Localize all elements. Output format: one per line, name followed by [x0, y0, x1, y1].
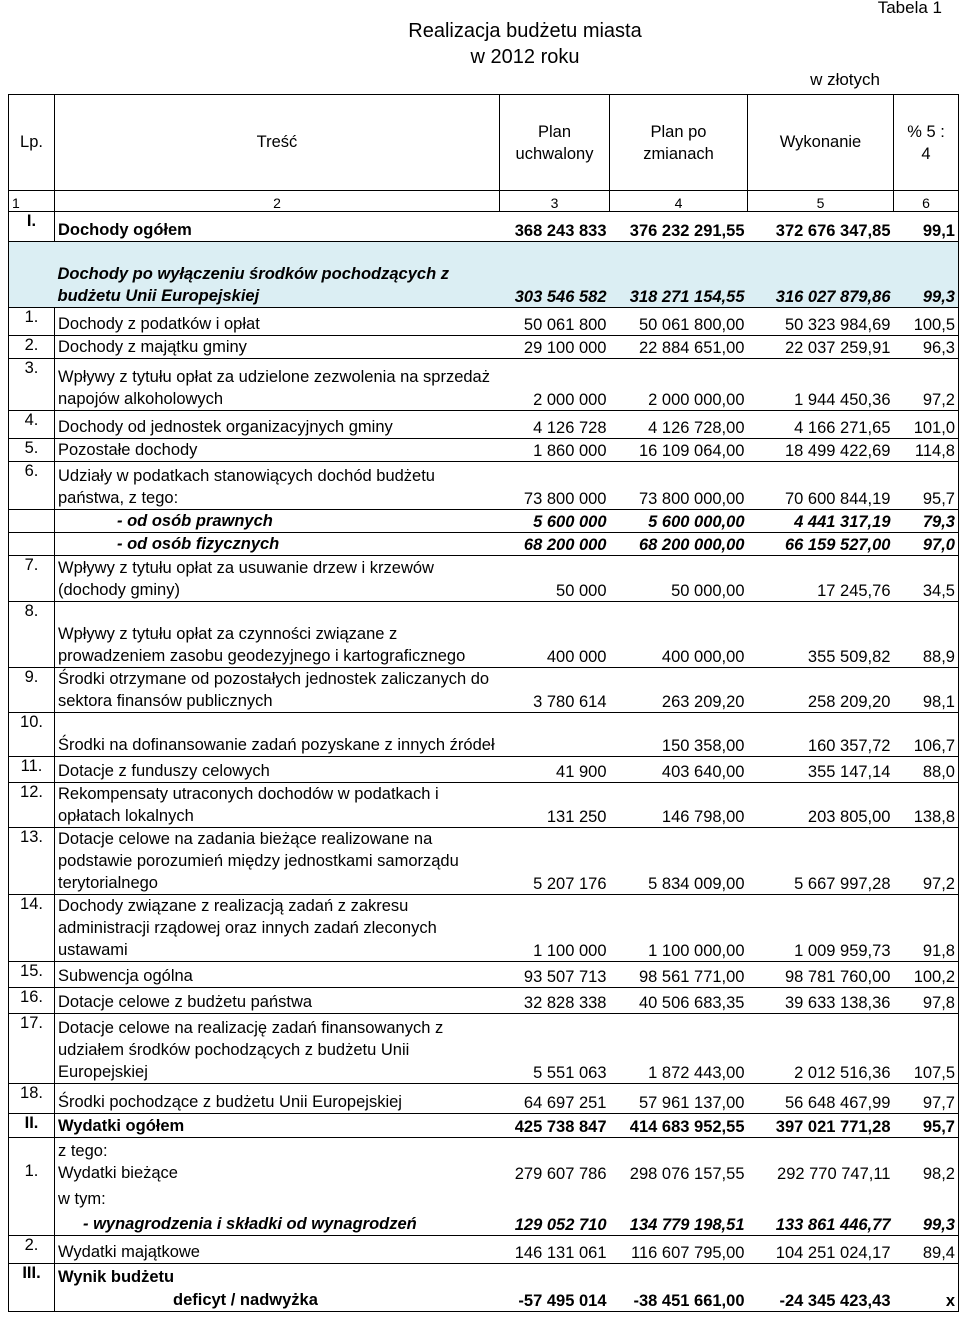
row-lp — [9, 1138, 55, 1162]
row-pct: 97,2 — [894, 828, 959, 895]
row-plan-po — [610, 1264, 748, 1288]
row-wykonanie: 4 441 317,19 — [748, 510, 894, 533]
row-plan: 1 100 000 — [500, 895, 610, 962]
row-lp: 6. — [9, 462, 55, 510]
row-lp: 9. — [9, 668, 55, 713]
table-row — [9, 783, 959, 828]
row-text: Środki na dofinansowanie zadań pozyskane z innych źródeł — [55, 713, 500, 757]
row-wykonanie: 66 159 527,00 — [748, 533, 894, 556]
row-text: Dotacje celowe na zadania bieżące realizowane na podstawie porozumień między jednostkami samorządu terytorialnego — [55, 828, 500, 895]
row-text: Subwencja ogólna — [55, 962, 500, 988]
row-plan-po: -38 451 661,00 — [610, 1288, 748, 1312]
row-plan-po: 68 200 000,00 — [610, 533, 748, 556]
row-plan-po: 73 800 000,00 — [610, 462, 748, 510]
row-wykonanie: 397 021 771,28 — [748, 1114, 894, 1138]
table-number: Tabela 1 — [877, 0, 942, 17]
row-plan: 50 061 800 — [500, 308, 610, 336]
row-plan-po: 40 506 683,35 — [610, 988, 748, 1014]
table-row — [9, 1138, 959, 1162]
row-text: Dochody od jednostek organizacyjnych gminy — [55, 411, 500, 439]
row-plan: 279 607 786 — [514, 1164, 607, 1183]
row-plan: 303 546 582 — [500, 242, 610, 308]
row-lp: 4. — [9, 411, 55, 439]
row-plan: 131 250 — [500, 783, 610, 828]
row-plan: 5 551 063 — [500, 1014, 610, 1084]
row-lp: 17. — [9, 1014, 55, 1084]
row-text: Pozostałe dochody — [55, 439, 500, 462]
row-text: Dochody z podatków i opłat — [55, 308, 500, 336]
row-pct — [894, 1184, 959, 1210]
row-lp: I. — [9, 212, 55, 242]
row-pct — [894, 1264, 959, 1288]
row-pct: 100,2 — [894, 962, 959, 988]
col-lp: Lp. — [9, 95, 55, 191]
row-pct: 99,3 — [894, 242, 959, 308]
row-plan: 3 780 614 — [500, 668, 610, 713]
row-wykonanie: 39 633 138,36 — [748, 988, 894, 1014]
table-row — [9, 510, 959, 533]
row-wykonanie — [748, 1138, 894, 1162]
row-text: Dotacje celowe na realizację zadań finansowanych z udziałem środków pochodzących z budżetu Unii Europejskiej — [55, 1014, 500, 1084]
row-wykonanie: 4 166 271,65 — [748, 411, 894, 439]
row-pct: 99,1 — [894, 212, 959, 242]
row-lp: 7. — [9, 556, 55, 602]
row-text: Wydatki majątkowe — [55, 1236, 500, 1264]
table-row — [9, 757, 959, 783]
row-lp: 3. — [9, 359, 55, 411]
row-lp: 18. — [9, 1084, 55, 1114]
row-pct: 95,7 — [894, 462, 959, 510]
row-lp: 15. — [9, 962, 55, 988]
row-wykonanie: 203 805,00 — [748, 783, 894, 828]
row-plan: 2 000 000 — [500, 359, 610, 411]
row-lp: 5. — [9, 439, 55, 462]
row-plan-po: 146 798,00 — [610, 783, 748, 828]
table-row — [9, 336, 959, 359]
row-wykonanie: 355 509,82 — [748, 602, 894, 668]
row-wykonanie: 133 861 446,77 — [748, 1210, 894, 1236]
row-pct: 88,9 — [894, 602, 959, 668]
row-lp: 2. — [9, 1236, 55, 1264]
row-pct: 97,7 — [894, 1084, 959, 1114]
row-plan: 400 000 — [500, 602, 610, 668]
row-text: w tym: — [58, 1189, 106, 1208]
row-pct: 34,5 — [894, 556, 959, 602]
row-plan-po: 50 061 800,00 — [610, 308, 748, 336]
row-text: Wpływy z tytułu opłat za udzielone zezwolenia na sprzedaż napojów alkoholowych — [55, 359, 500, 411]
row-plan: 129 052 710 — [500, 1210, 610, 1236]
row-wykonanie: 104 251 024,17 — [748, 1236, 894, 1264]
table-row — [9, 1184, 959, 1210]
row-plan-po: 414 683 952,55 — [610, 1114, 748, 1138]
row-lp: 2. — [9, 336, 55, 359]
row-wykonanie: 1 009 959,73 — [748, 895, 894, 962]
row-text: Rekompensaty utraconych dochodów w podatkach i opłatach lokalnych — [55, 783, 500, 828]
row-text: Wynik budżetu — [58, 1267, 175, 1286]
row-pct: 98,1 — [894, 668, 959, 713]
row-plan: -57 495 014 — [500, 1288, 610, 1312]
row-wykonanie: 316 027 879,86 — [748, 242, 894, 308]
row-text: Dochody związane z realizacją zadań z zakresu administracji rządowej oraz innych zadań zleconych ustawami — [55, 895, 500, 962]
row-plan-po: 298 076 157,55 — [629, 1164, 745, 1183]
row-lp: 12. — [9, 783, 55, 828]
row-lp — [9, 242, 55, 308]
table-row — [9, 308, 959, 336]
row-wykonanie: 372 676 347,85 — [748, 212, 894, 242]
row-wykonanie: 2 012 516,36 — [748, 1014, 894, 1084]
table-row — [9, 1210, 959, 1236]
row-text: Dochody po wyłączeniu środków pochodzących z budżetu Unii Europejskiej — [55, 242, 500, 308]
row-pct: 79,3 — [894, 510, 959, 533]
table-header-row — [9, 95, 959, 191]
row-plan-po: 318 271 154,55 — [610, 242, 748, 308]
row-pct: 114,8 — [894, 439, 959, 462]
row-plan-po: 134 779 198,51 — [610, 1210, 748, 1236]
row-plan: 5 600 000 — [500, 510, 610, 533]
row-text: deficyt / nadwyżka — [55, 1288, 500, 1312]
row-wykonanie: 56 648 467,99 — [748, 1084, 894, 1114]
row-plan-po: 22 884 651,00 — [610, 336, 748, 359]
row-text: Wpływy z tytułu opłat za czynności związane z prowadzeniem zasobu geodezyjnego i kartograficznego — [55, 602, 500, 668]
col-plan-po: Plan po zmianach — [610, 95, 748, 191]
table-row — [9, 1014, 959, 1084]
row-wykonanie: 17 245,76 — [748, 556, 894, 602]
row-wykonanie: 50 323 984,69 — [748, 308, 894, 336]
row-lp: 16. — [9, 988, 55, 1014]
row-wykonanie: 258 209,20 — [748, 668, 894, 713]
row-text: Wydatki ogółem — [55, 1114, 500, 1138]
row-wykonanie: 5 667 997,28 — [748, 828, 894, 895]
row-plan — [500, 1138, 610, 1162]
row-pct: 89,4 — [894, 1236, 959, 1264]
row-text: Dochody z majątku gminy — [55, 336, 500, 359]
col-plan: Plan uchwalony — [500, 95, 610, 191]
row-pct: 97,8 — [894, 988, 959, 1014]
row-pct: 101,0 — [894, 411, 959, 439]
row-plan: 50 000 — [500, 556, 610, 602]
row-wykonanie: 98 781 760,00 — [748, 962, 894, 988]
table-row — [9, 1162, 959, 1184]
row-lp — [9, 533, 55, 556]
row-plan: 64 697 251 — [500, 1084, 610, 1114]
row-wykonanie: 355 147,14 — [748, 757, 894, 783]
row-plan-po: 98 561 771,00 — [610, 962, 748, 988]
table-row — [9, 668, 959, 713]
table-row — [9, 828, 959, 895]
row-plan: 425 738 847 — [500, 1114, 610, 1138]
row-plan-po: 116 607 795,00 — [610, 1236, 748, 1264]
row-plan: 1 860 000 — [500, 439, 610, 462]
table-row — [9, 439, 959, 462]
row-plan: 68 200 000 — [500, 533, 610, 556]
row-text: Środki pochodzące z budżetu Unii Europejskiej — [55, 1084, 500, 1114]
col-pct: % 5 : 4 — [894, 95, 959, 191]
row-pct: 100,5 — [894, 308, 959, 336]
col-tresc: Treść — [55, 95, 500, 191]
row-text: Wpływy z tytułu opłat za usuwanie drzew i krzewów (dochody gminy) — [55, 556, 500, 602]
table-row — [9, 1236, 959, 1264]
row-lp: II. — [9, 1114, 55, 1138]
row-text: z tego: — [58, 1141, 108, 1160]
row-lp: 8. — [9, 602, 55, 668]
col-wykonanie: Wykonanie — [748, 95, 894, 191]
row-pct: 91,8 — [894, 895, 959, 962]
row-plan-po: 263 209,20 — [610, 668, 748, 713]
row-pct: 96,3 — [894, 336, 959, 359]
row-text: Wydatki bieżące — [58, 1163, 178, 1182]
row-text: - od osób prawnych — [55, 510, 500, 533]
row-wykonanie: 1 944 450,36 — [748, 359, 894, 411]
row-wykonanie: 292 770 747,11 — [777, 1164, 891, 1183]
row-plan-po: 50 000,00 — [610, 556, 748, 602]
row-plan: 93 507 713 — [500, 962, 610, 988]
row-text: Dotacje z funduszy celowych — [55, 757, 500, 783]
row-pct: 138,8 — [894, 783, 959, 828]
row-plan-po — [610, 1184, 748, 1210]
row-plan: 5 207 176 — [500, 828, 610, 895]
row-lp: 14. — [9, 895, 55, 962]
table-row — [9, 1114, 959, 1138]
table-row — [9, 713, 959, 757]
row-text: Udziały w podatkach stanowiących dochód budżetu państwa, z tego: — [55, 462, 500, 510]
row-plan-po: 1 100 000,00 — [610, 895, 748, 962]
row-text: - od osób fizycznych — [55, 533, 500, 556]
row-lp: III. — [9, 1264, 55, 1288]
row-plan-po: 5 600 000,00 — [610, 510, 748, 533]
row-lp: 13. — [9, 828, 55, 895]
table-row — [9, 1264, 959, 1288]
row-plan — [500, 1264, 610, 1288]
row-plan-po: 16 109 064,00 — [610, 439, 748, 462]
table-row — [9, 212, 959, 242]
table-row — [9, 242, 959, 308]
row-lp: 11. — [9, 757, 55, 783]
row-wykonanie: -24 345 423,43 — [748, 1288, 894, 1312]
table-row — [9, 988, 959, 1014]
row-plan-po: 57 961 137,00 — [610, 1084, 748, 1114]
row-plan-po: 376 232 291,55 — [610, 212, 748, 242]
row-lp — [9, 1288, 55, 1312]
row-lp: 10. — [9, 713, 55, 757]
row-wykonanie: 18 499 422,69 — [748, 439, 894, 462]
column-numbers-row: 1 2 3 4 5 6 — [9, 191, 959, 212]
table-row — [9, 602, 959, 668]
table-row — [9, 359, 959, 411]
row-lp — [9, 1184, 55, 1210]
row-pct: 106,7 — [894, 713, 959, 757]
row-plan: 29 100 000 — [500, 336, 610, 359]
row-lp: 1. — [9, 1162, 55, 1184]
row-lp — [9, 510, 55, 533]
row-plan: 73 800 000 — [500, 462, 610, 510]
table-row — [9, 556, 959, 602]
page-title: Realizacja budżetu miasta w 2012 roku — [408, 20, 642, 68]
table-row — [9, 962, 959, 988]
table-row — [9, 411, 959, 439]
row-plan — [500, 713, 610, 757]
table-row — [9, 1288, 959, 1312]
row-wykonanie: 160 357,72 — [748, 713, 894, 757]
row-plan: 146 131 061 — [500, 1236, 610, 1264]
row-plan-po — [610, 1138, 748, 1162]
row-pct: x — [894, 1288, 959, 1312]
row-plan-po: 150 358,00 — [610, 713, 748, 757]
row-plan: 41 900 — [500, 757, 610, 783]
row-wykonanie: 22 037 259,91 — [748, 336, 894, 359]
row-plan — [500, 1184, 610, 1210]
budget-table — [8, 94, 959, 1312]
row-text: Dochody ogółem — [55, 212, 500, 242]
row-text: - wynagrodzenia i składki od wynagrodzeń — [55, 1210, 500, 1236]
row-plan-po: 400 000,00 — [610, 602, 748, 668]
row-plan: 368 243 833 — [500, 212, 610, 242]
row-pct: 88,0 — [894, 757, 959, 783]
table-row — [9, 1084, 959, 1114]
row-text: Dotacje celowe z budżetu państwa — [55, 988, 500, 1014]
row-wykonanie — [748, 1264, 894, 1288]
row-lp: 1. — [9, 308, 55, 336]
row-plan: 32 828 338 — [500, 988, 610, 1014]
row-pct: 97,2 — [894, 359, 959, 411]
table-row — [9, 462, 959, 510]
row-plan-po: 1 872 443,00 — [610, 1014, 748, 1084]
row-pct: 107,5 — [894, 1014, 959, 1084]
row-plan-po: 4 126 728,00 — [610, 411, 748, 439]
unit-label: w złotych — [810, 70, 880, 89]
row-pct: 98,2 — [894, 1162, 959, 1184]
row-plan-po: 5 834 009,00 — [610, 828, 748, 895]
row-wykonanie: 70 600 844,19 — [748, 462, 894, 510]
row-wykonanie — [748, 1184, 894, 1210]
row-pct: 97,0 — [894, 533, 959, 556]
row-plan-po: 403 640,00 — [610, 757, 748, 783]
row-pct — [894, 1138, 959, 1162]
row-pct: 95,7 — [894, 1114, 959, 1138]
row-pct: 99,3 — [894, 1210, 959, 1236]
table-row — [9, 895, 959, 962]
row-lp — [9, 1210, 55, 1236]
row-text: Środki otrzymane od pozostałych jednostek zaliczanych do sektora finansów publicznych — [55, 668, 500, 713]
table-row — [9, 533, 959, 556]
row-plan-po: 2 000 000,00 — [610, 359, 748, 411]
row-plan: 4 126 728 — [500, 411, 610, 439]
